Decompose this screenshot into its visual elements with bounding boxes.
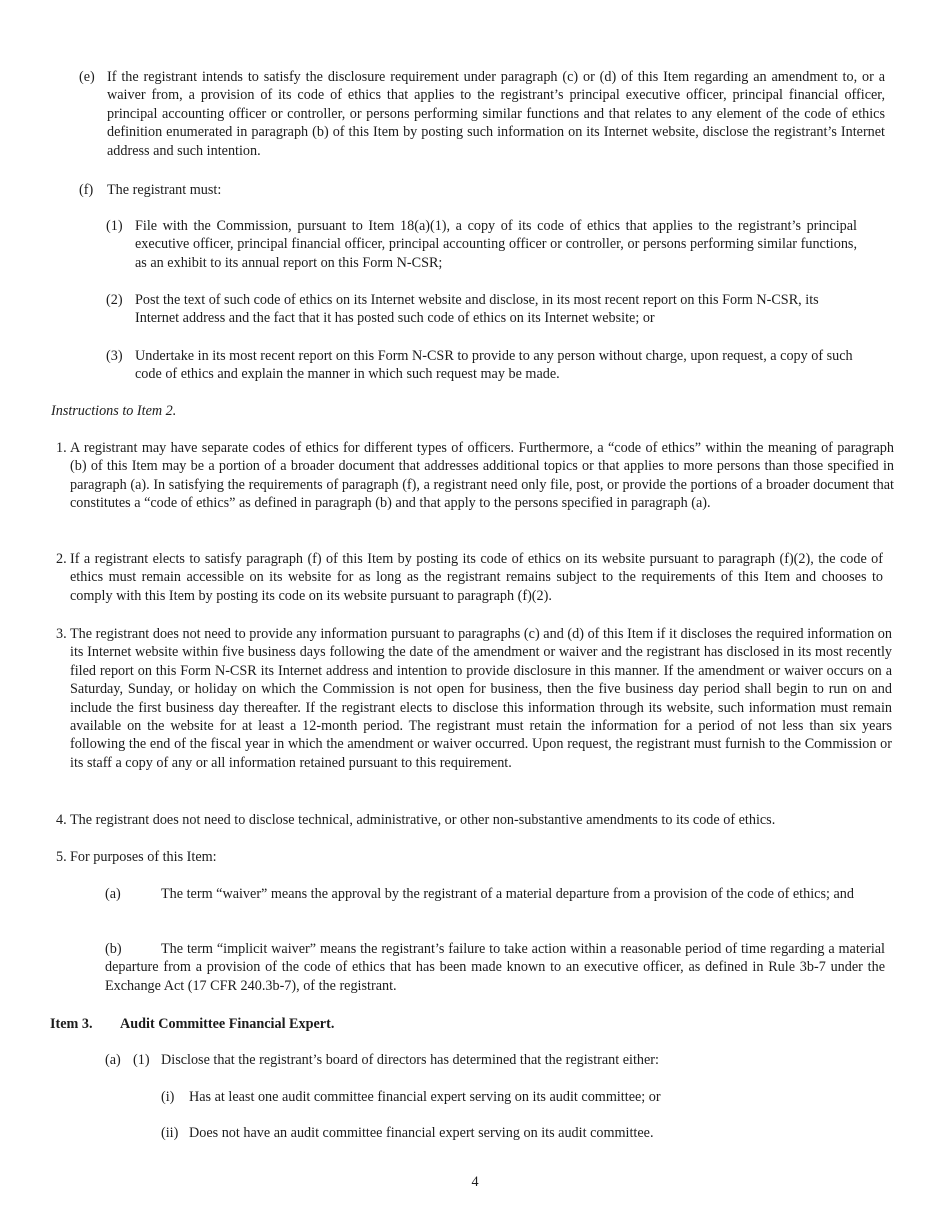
item-3-option-i-label: (i) xyxy=(161,1089,175,1105)
instruction-4-label: 4. xyxy=(56,812,67,828)
item-3-heading xyxy=(50,1015,650,1033)
instruction-2-label: 2. xyxy=(56,551,67,567)
paragraph-f-item-1 xyxy=(106,217,857,272)
instruction-1-label: 1. xyxy=(56,440,67,456)
paragraph-e-text: If the registrant intends to satisfy the disclosure requirement under paragraph (c) or (d) of this Item regarding an amendment to, or a waiver from, a provision of its code of ethics that applies to the registrant’s principal executive officer, principal financial officer, principal accounting officer or controller, or persons performing similar functions and that relates to any element of the code of ethics definition enumerated in paragraph (b) of this Item by posting such information on its Internet website, disclose the registrant’s Internet address and such intention. xyxy=(107,69,885,159)
paragraph-f-item-2-text: Post the text of such code of ethics on its Internet website and disclose, in its most recent report on this Form N-CSR, its Internet address and the fact that it has posted such code of ethics on its Internet website; or xyxy=(135,292,819,327)
item-3-option-i-text: Has at least one audit committee financial expert serving on its audit committee; or xyxy=(189,1089,661,1105)
paragraph-f-item-1-text: File with the Commission, pursuant to Item 18(a)(1), a copy of its code of ethics that applies to the registrant’s principal executive officer, principal financial officer, principal accounting officer or controller, or persons performing similar functions, as an exhibit to its annual report on this Form N-CSR; xyxy=(135,218,857,271)
paragraph-e-label: (e) xyxy=(79,69,95,85)
paragraph-f-item-3 xyxy=(106,347,875,384)
item-3-option-ii-text: Does not have an audit committee financial expert serving on its audit committee. xyxy=(189,1125,654,1141)
instruction-4 xyxy=(56,811,892,829)
paragraph-f-item-2-label: (2) xyxy=(106,292,123,308)
instruction-5 xyxy=(56,848,892,866)
instructions-heading: Instructions to Item 2. xyxy=(51,403,177,419)
item-3-option-ii-label: (ii) xyxy=(161,1125,179,1141)
item-3-option-ii xyxy=(161,1124,861,1142)
instruction-2 xyxy=(56,550,883,605)
definition-a-label: (a) xyxy=(105,886,121,902)
definition-a xyxy=(105,885,885,903)
definition-b xyxy=(105,940,885,995)
paragraph-e xyxy=(79,68,885,160)
paragraph-f-item-3-label: (3) xyxy=(106,348,123,364)
instruction-3-label: 3. xyxy=(56,626,67,642)
item-3-one-text: Disclose that the registrant’s board of directors has determined that the registrant either: xyxy=(161,1052,659,1068)
page-number: 4 xyxy=(471,1174,479,1190)
item-3-a-label: (a) xyxy=(105,1052,121,1068)
definition-a-text: The term “waiver” means the approval by the registrant of a material departure from a provision of the code of ethics; and xyxy=(161,886,854,902)
paragraph-f-item-3-text: Undertake in its most recent report on this Form N-CSR to provide to any person without charge, upon request, a copy of such code of ethics and explain the manner in which such request may be made. xyxy=(135,348,853,383)
paragraph-f-label: (f) xyxy=(79,182,94,198)
definition-b-label: (b) xyxy=(105,941,122,957)
instruction-3 xyxy=(56,625,892,772)
instruction-1 xyxy=(56,439,894,513)
instruction-4-text: The registrant does not need to disclose technical, administrative, or other non-substantive amendments to its code of ethics. xyxy=(70,812,776,828)
paragraph-f-item-1-label: (1) xyxy=(106,218,123,234)
instruction-5-text: For purposes of this Item: xyxy=(70,849,217,865)
definition-b-text: The term “implicit waiver” means the registrant’s failure to take action within a reasonable period of time regarding a material departure from a provision of the code of ethics that has been made known to an executive officer, as defined in Rule 3b-7 under the Exchange Act (17 CFR 240.3b-7), of the registrant. xyxy=(105,941,885,994)
item-3-one-label: (1) xyxy=(133,1052,150,1068)
instruction-3-text: The registrant does not need to provide any information pursuant to paragraphs (c) and (d) of this Item if it discloses the required information on its Internet website within five business days following the date of the amendment or waiver and the registrant has disclosed in its most recently filed report on this Form N-CSR its Internet address and intention to provide disclosure in this manner. If the amendment or waiver occurs on a Saturday, Sunday, or holiday on which the Commission is not open for business, then the five business day period shall begin to run on and include the first business day thereafter. If the registrant elects to disclose this information through its website, such information must remain available on the website for at least a 12-month period. The registrant must retain the information for a period of not less than six years following the end of the fiscal year in which the amendment or waiver occurred. Upon request, the registrant must furnish to the Commission or its staff a copy of any or all information retained pursuant to this requirement. xyxy=(70,626,892,771)
instruction-1-text: A registrant may have separate codes of ethics for different types of officers. Furthermore, a “code of ethics” within the meaning of paragraph (b) of this Item may be a portion of a broader document that addresses additional topics or that applies to more persons than those specified in paragraph (a). In satisfying the requirements of paragraph (f), a registrant need only file, post, or provide the portions of a broader document that constitutes a “code of ethics” as defined in paragraph (b) and that apply to the persons specified in paragraph (a). xyxy=(70,440,894,512)
instruction-2-text: If a registrant elects to satisfy paragraph (f) of this Item by posting its code of ethics on its website pursuant to paragraph (f)(2), the code of ethics must remain accessible on its website for as long as the registrant remains subject to the requirements of this Item and chooses to comply with this Item by posting its code on its website pursuant to paragraph (f)(2). xyxy=(70,551,883,604)
paragraph-f-text: The registrant must: xyxy=(107,182,222,198)
item-3-title: Audit Committee Financial Expert. xyxy=(120,1016,335,1032)
item-3-option-i xyxy=(161,1088,861,1106)
paragraph-f-item-2 xyxy=(106,291,865,328)
instruction-5-label: 5. xyxy=(56,849,67,865)
item-3-label: Item 3. xyxy=(50,1016,93,1032)
paragraph-f xyxy=(79,181,885,199)
item-3-a-1 xyxy=(105,1051,805,1069)
